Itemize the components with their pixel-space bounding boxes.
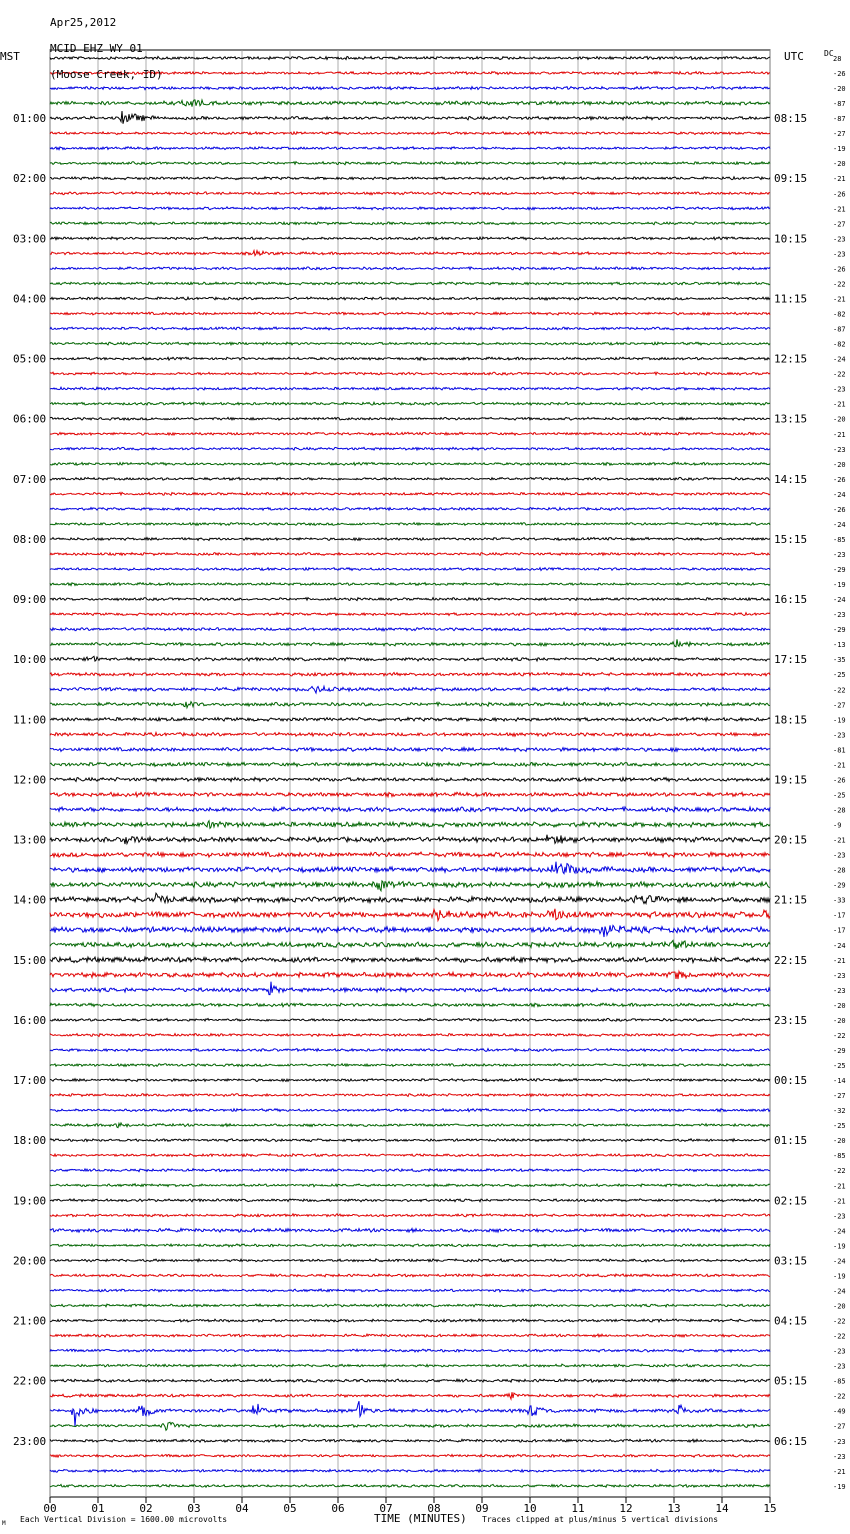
dc-offset-label: -85 bbox=[833, 1377, 846, 1386]
x-tick-label: 13 bbox=[667, 1502, 681, 1515]
seismic-trace bbox=[50, 1319, 770, 1322]
dc-offset-label: -27 bbox=[833, 130, 846, 139]
dc-offset-label: -23 bbox=[833, 1362, 846, 1371]
seismic-trace bbox=[50, 1364, 770, 1367]
seismic-trace bbox=[50, 1169, 770, 1172]
dc-offset-label: -19 bbox=[833, 145, 846, 154]
dc-offset-label: -22 bbox=[833, 1167, 846, 1176]
seismic-trace bbox=[50, 177, 770, 180]
seismic-trace bbox=[50, 639, 770, 646]
seismic-trace bbox=[50, 1259, 770, 1262]
seismic-trace bbox=[50, 1274, 770, 1277]
dc-offset-label: -21 bbox=[833, 175, 846, 184]
header-station: MCID EHZ WY 01 bbox=[50, 42, 143, 55]
dc-offset-label: -23 bbox=[833, 971, 846, 980]
dc-offset-label: -23 bbox=[833, 731, 846, 740]
dc-offset-label: -81 bbox=[833, 746, 846, 755]
dc-offset-label: -20 bbox=[833, 1001, 846, 1010]
dc-offset-label: -17 bbox=[833, 911, 846, 920]
seismic-trace bbox=[50, 656, 770, 661]
dc-offset-label: -23 bbox=[833, 445, 846, 454]
right-hour-label: 21:15 bbox=[774, 893, 808, 907]
dc-offset-label: -25 bbox=[833, 1122, 846, 1131]
right-hour-label: 20:15 bbox=[774, 833, 808, 847]
seismic-trace bbox=[50, 1109, 770, 1112]
left-hour-label: 21:00 bbox=[13, 1314, 47, 1328]
seismic-trace bbox=[50, 971, 770, 979]
seismic-trace bbox=[50, 628, 770, 631]
x-tick-label: 06 bbox=[331, 1502, 345, 1515]
dc-offset-label: -19 bbox=[833, 1482, 846, 1491]
seismic-trace bbox=[50, 835, 770, 844]
left-hour-label: 07:00 bbox=[13, 472, 47, 486]
dc-offset-label: -21 bbox=[833, 205, 846, 214]
seismic-trace bbox=[50, 1154, 770, 1157]
seismic-trace bbox=[50, 251, 770, 256]
seismic-trace bbox=[50, 1139, 770, 1142]
seismic-trace bbox=[50, 821, 770, 829]
seismic-trace bbox=[50, 387, 770, 390]
dc-offset-label: -24 bbox=[833, 1257, 846, 1266]
seismic-trace bbox=[50, 132, 770, 135]
dc-offset-label: -26 bbox=[833, 505, 846, 514]
dc-offset-label: -23 bbox=[833, 550, 846, 559]
x-tick-label: 09 bbox=[475, 1502, 489, 1515]
dc-offset-label: -24 bbox=[833, 1227, 846, 1236]
seismic-trace bbox=[50, 925, 770, 937]
header-location: (Moose Creek, ID) bbox=[50, 68, 163, 81]
left-hour-label: 05:00 bbox=[13, 352, 47, 366]
dc-offset-label: -27 bbox=[833, 701, 846, 710]
seismic-trace bbox=[50, 523, 770, 526]
left-hour-label: 15:00 bbox=[13, 953, 47, 967]
dc-offset-label: -19 bbox=[833, 716, 846, 725]
left-hour-label: 09:00 bbox=[13, 593, 47, 607]
left-hour-label: 20:00 bbox=[13, 1254, 47, 1268]
seismic-trace bbox=[50, 147, 770, 150]
dc-offset-label: -20 bbox=[833, 1016, 846, 1025]
dc-offset-label: -24 bbox=[833, 355, 846, 364]
left-hour-label: 03:00 bbox=[13, 232, 47, 246]
dc-offset-label: -23 bbox=[833, 851, 846, 860]
dc-offset-label: -87 bbox=[833, 100, 846, 109]
seismic-trace bbox=[50, 357, 770, 360]
x-axis-label: TIME (MINUTES) bbox=[374, 1512, 467, 1525]
seismic-trace bbox=[50, 686, 770, 693]
dc-offset-label: -21 bbox=[833, 295, 846, 304]
seismic-trace bbox=[50, 1422, 770, 1430]
seismic-trace bbox=[50, 1439, 770, 1442]
left-zone-label: MST bbox=[0, 50, 20, 63]
dc-offset-label: -27 bbox=[833, 1422, 846, 1431]
dc-offset-label: -24 bbox=[833, 1287, 846, 1296]
seismic-trace bbox=[50, 881, 770, 891]
x-tick-label: 03 bbox=[187, 1502, 201, 1515]
seismic-trace bbox=[50, 1469, 770, 1472]
dc-offset-label: -20 bbox=[833, 1302, 846, 1311]
dc-offset-label: -20 bbox=[833, 460, 846, 469]
seismic-trace bbox=[50, 1349, 770, 1352]
x-tick-label: 01 bbox=[91, 1502, 105, 1515]
seismic-trace bbox=[50, 1064, 770, 1067]
right-hour-label: 13:15 bbox=[774, 412, 808, 426]
seismic-trace bbox=[50, 1334, 770, 1337]
x-tick-label: 08 bbox=[427, 1502, 441, 1515]
dc-offset-label: -24 bbox=[833, 520, 846, 529]
dc-offset-label: -22 bbox=[833, 280, 846, 289]
seismic-trace bbox=[50, 807, 770, 812]
dc-offset-label: -20 bbox=[833, 160, 846, 169]
seismic-trace bbox=[50, 568, 770, 571]
seismic-trace bbox=[50, 940, 770, 949]
seismic-trace bbox=[50, 893, 770, 903]
right-hour-label: 09:15 bbox=[774, 172, 808, 186]
dc-offset-label: -32 bbox=[833, 1107, 846, 1116]
header-date: Apr25,2012 bbox=[50, 16, 117, 29]
dc-offset-label: -20 bbox=[833, 1137, 846, 1146]
seismic-trace bbox=[50, 1484, 770, 1487]
x-tick-label: 00 bbox=[43, 1502, 57, 1515]
right-hour-label: 15:15 bbox=[774, 532, 808, 546]
left-hour-label: 01:00 bbox=[13, 112, 47, 126]
right-hour-label: 19:15 bbox=[774, 773, 808, 787]
dc-offset-label: -27 bbox=[833, 220, 846, 229]
dc-offset-label: -26 bbox=[833, 265, 846, 274]
seismic-trace bbox=[50, 1289, 770, 1292]
seismic-trace bbox=[50, 342, 770, 345]
seismic-trace bbox=[50, 207, 770, 210]
seismic-trace bbox=[50, 417, 770, 420]
seismic-trace bbox=[50, 1379, 770, 1382]
left-hour-label: 13:00 bbox=[13, 833, 47, 847]
seismic-trace bbox=[50, 1003, 770, 1007]
right-hour-label: 05:15 bbox=[774, 1374, 808, 1388]
dc-offset-label: -23 bbox=[833, 611, 846, 620]
dc-offset-label: -33 bbox=[833, 896, 846, 905]
dc-offset-label: -21 bbox=[833, 430, 846, 439]
dc-offset-label: -28 bbox=[833, 866, 846, 875]
dc-offset-label: -23 bbox=[833, 1212, 846, 1221]
dc-offset-label: -26 bbox=[833, 70, 846, 79]
seismic-trace bbox=[50, 432, 770, 435]
left-hour-label: 10:00 bbox=[13, 653, 47, 667]
dc-offset-label: -19 bbox=[833, 581, 846, 590]
seismic-trace bbox=[50, 862, 770, 874]
dc-offset-label: -82 bbox=[833, 310, 846, 319]
seismic-trace bbox=[50, 100, 770, 107]
dc-offset-label: -23 bbox=[833, 235, 846, 244]
dc-offset-label: -14 bbox=[833, 1077, 846, 1086]
dc-offset-label: -24 bbox=[833, 941, 846, 950]
dc-offset-label: -29 bbox=[833, 626, 846, 635]
dc-offset-label: -21 bbox=[833, 1182, 846, 1191]
seismic-trace bbox=[50, 1229, 770, 1233]
seismic-trace bbox=[50, 327, 770, 330]
seismic-trace bbox=[50, 718, 770, 722]
dc-offset-label: -23 bbox=[833, 1347, 846, 1356]
seismic-trace bbox=[50, 477, 770, 480]
left-hour-label: 16:00 bbox=[13, 1013, 47, 1027]
seismic-trace bbox=[50, 1244, 770, 1247]
chart-header bbox=[50, 3, 163, 94]
dc-header: DC bbox=[824, 49, 834, 58]
dc-offset-label: -23 bbox=[833, 250, 846, 259]
x-tick-label: 04 bbox=[235, 1502, 249, 1515]
dc-offset-label: -21 bbox=[833, 400, 846, 409]
seismic-trace bbox=[50, 583, 770, 586]
left-hour-label: 17:00 bbox=[13, 1074, 47, 1088]
right-hour-label: 01:15 bbox=[774, 1134, 808, 1148]
right-hour-label: 16:15 bbox=[774, 593, 808, 607]
seismic-trace bbox=[50, 372, 770, 375]
seismic-trace bbox=[50, 402, 770, 405]
dc-offset-label: -20 bbox=[833, 85, 846, 94]
dc-offset-label: -29 bbox=[833, 1046, 846, 1055]
dc-offset-label: -22 bbox=[833, 1031, 846, 1040]
dc-offset-label: -25 bbox=[833, 1062, 846, 1071]
seismic-trace bbox=[50, 1304, 770, 1307]
x-tick-label: 14 bbox=[715, 1502, 729, 1515]
left-hour-label: 04:00 bbox=[13, 292, 47, 306]
x-tick-label: 02 bbox=[139, 1502, 153, 1515]
seismic-trace bbox=[50, 613, 770, 616]
left-hour-label: 14:00 bbox=[13, 893, 47, 907]
seismic-trace bbox=[50, 1018, 770, 1021]
dc-offset-label: -21 bbox=[833, 1467, 846, 1476]
x-tick-label: 10 bbox=[523, 1502, 537, 1515]
seismic-trace bbox=[50, 1392, 770, 1399]
left-hour-label: 19:00 bbox=[13, 1194, 47, 1208]
right-hour-label: 22:15 bbox=[774, 953, 808, 967]
dc-offset-label: -23 bbox=[833, 986, 846, 995]
dc-offset-label: -20 bbox=[833, 415, 846, 424]
dc-offset-label: -27 bbox=[833, 1092, 846, 1101]
seismic-trace bbox=[50, 462, 770, 465]
dc-offset-label: -29 bbox=[833, 566, 846, 575]
seismic-trace bbox=[50, 1079, 770, 1082]
dc-offset-label: -26 bbox=[833, 475, 846, 484]
dc-offset-label: -49 bbox=[833, 1407, 846, 1416]
right-hour-label: 04:15 bbox=[774, 1314, 808, 1328]
seismic-trace bbox=[50, 748, 770, 752]
seismic-trace bbox=[50, 312, 770, 315]
dc-offset-label: -24 bbox=[833, 596, 846, 605]
dc-offset-label: -23 bbox=[833, 1437, 846, 1446]
left-hour-label: 22:00 bbox=[13, 1374, 47, 1388]
scale-note: Each Vertical Division = 1600.00 microvolts bbox=[20, 1515, 228, 1524]
dc-offset-label: -19 bbox=[833, 1242, 846, 1251]
seismic-trace bbox=[50, 957, 770, 962]
seismic-trace bbox=[50, 1123, 770, 1128]
left-hour-label: 08:00 bbox=[13, 532, 47, 546]
seismic-trace bbox=[50, 1034, 770, 1037]
right-hour-label: 12:15 bbox=[774, 352, 808, 366]
seismic-trace bbox=[50, 282, 770, 285]
dc-offset-label: -17 bbox=[833, 926, 846, 935]
dc-offset-label: -21 bbox=[833, 836, 846, 845]
dc-offset-label: -26 bbox=[833, 776, 846, 785]
dc-offset-label: -19 bbox=[833, 1272, 846, 1281]
x-tick-label: 11 bbox=[571, 1502, 585, 1515]
dc-offset-label: -85 bbox=[833, 1152, 846, 1161]
seismic-trace bbox=[50, 492, 770, 495]
dc-offset-label: -24 bbox=[833, 490, 846, 499]
x-tick-label: 15 bbox=[763, 1502, 777, 1515]
dc-offset-label: -85 bbox=[833, 535, 846, 544]
seismic-trace bbox=[50, 673, 770, 676]
dc-offset-label: -29 bbox=[833, 881, 846, 890]
seismic-trace bbox=[50, 508, 770, 511]
dc-offset-label: 28 bbox=[833, 55, 842, 63]
right-hour-label: 11:15 bbox=[774, 292, 808, 306]
right-hour-label: 23:15 bbox=[774, 1013, 808, 1027]
dc-offset-label: -25 bbox=[833, 671, 846, 680]
right-zone-label: UTC bbox=[784, 50, 804, 63]
seismic-trace bbox=[50, 792, 770, 796]
right-hour-label: 17:15 bbox=[774, 653, 808, 667]
clip-note: Traces clipped at plus/minus 5 vertical divisions bbox=[482, 1515, 719, 1524]
dc-offset-label: -9 bbox=[833, 821, 842, 830]
left-hour-label: 18:00 bbox=[13, 1134, 47, 1148]
left-hour-label: 23:00 bbox=[13, 1434, 47, 1448]
seismic-trace bbox=[50, 111, 770, 124]
seismic-trace bbox=[50, 778, 770, 782]
dc-offset-label: -22 bbox=[833, 1317, 846, 1326]
dc-offset-label: -82 bbox=[833, 340, 846, 349]
right-hour-label: 10:15 bbox=[774, 232, 808, 246]
seismic-trace bbox=[50, 297, 770, 300]
seismic-trace bbox=[50, 237, 770, 240]
dc-offset-label: -21 bbox=[833, 761, 846, 770]
seismic-trace bbox=[50, 1049, 770, 1052]
right-hour-label: 08:15 bbox=[774, 112, 808, 126]
seismic-trace bbox=[50, 553, 770, 556]
dc-offset-label: -26 bbox=[833, 190, 846, 199]
dc-offset-label: -21 bbox=[833, 1197, 846, 1206]
seismic-trace bbox=[50, 733, 770, 737]
seismic-trace bbox=[50, 909, 770, 921]
dc-offset-label: -35 bbox=[833, 656, 846, 665]
dc-offset-label: -22 bbox=[833, 686, 846, 695]
dc-offset-label: -25 bbox=[833, 791, 846, 800]
dc-offset-label: -13 bbox=[833, 641, 846, 650]
dc-offset-label: -22 bbox=[833, 1392, 846, 1401]
dc-offset-label: -22 bbox=[833, 370, 846, 379]
dc-offset-label: -87 bbox=[833, 115, 846, 124]
right-hour-label: 18:15 bbox=[774, 713, 808, 727]
right-hour-label: 00:15 bbox=[774, 1074, 808, 1088]
right-hour-label: 14:15 bbox=[774, 472, 808, 486]
seismic-trace bbox=[50, 982, 770, 995]
seismic-trace bbox=[50, 1401, 770, 1426]
left-hour-label: 02:00 bbox=[13, 172, 47, 186]
dc-offset-label: -87 bbox=[833, 325, 846, 334]
seismic-trace bbox=[50, 702, 770, 708]
corner-mark: M bbox=[2, 1520, 6, 1527]
seismic-trace bbox=[50, 222, 770, 225]
dc-offset-label: -23 bbox=[833, 1452, 846, 1461]
right-hour-label: 06:15 bbox=[774, 1434, 808, 1448]
seismic-trace bbox=[50, 1184, 770, 1187]
seismic-trace bbox=[50, 762, 770, 766]
seismic-trace bbox=[50, 1094, 770, 1097]
seismic-trace bbox=[50, 852, 770, 857]
x-tick-label: 07 bbox=[379, 1502, 393, 1515]
seismic-trace bbox=[50, 447, 770, 450]
left-hour-label: 12:00 bbox=[13, 773, 47, 787]
right-hour-label: 03:15 bbox=[774, 1254, 808, 1268]
seismic-trace bbox=[50, 598, 770, 601]
dc-offset-label: -23 bbox=[833, 385, 846, 394]
dc-offset-label: -28 bbox=[833, 806, 846, 815]
x-tick-label: 05 bbox=[283, 1502, 297, 1515]
right-hour-label: 02:15 bbox=[774, 1194, 808, 1208]
seismic-trace bbox=[50, 192, 770, 195]
seismic-trace bbox=[50, 1214, 770, 1217]
seismic-trace bbox=[50, 538, 770, 541]
dc-offset-label: -21 bbox=[833, 956, 846, 965]
seismic-trace bbox=[50, 1199, 770, 1202]
left-hour-label: 11:00 bbox=[13, 713, 47, 727]
dc-offset-label: -22 bbox=[833, 1332, 846, 1341]
seismic-trace bbox=[50, 1454, 770, 1457]
x-tick-label: 12 bbox=[619, 1502, 633, 1515]
seismic-trace bbox=[50, 267, 770, 270]
left-hour-label: 06:00 bbox=[13, 412, 47, 426]
seismic-trace bbox=[50, 162, 770, 165]
